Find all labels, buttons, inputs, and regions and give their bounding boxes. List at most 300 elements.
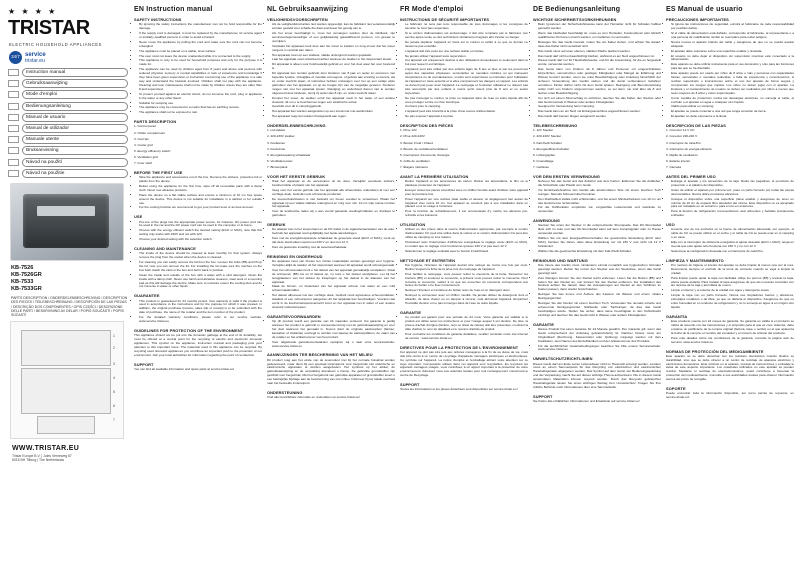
item: • This product is guaranteed for 24 months period. Your warranty is valid if the product is used in accordance to the instructions and for the purpose for which it was created. In addition, the original purchase (invoice, sales slip or receipt) is to be submitted with the date of purchase, the name of the retailer and the item number of the product. — [139, 300, 262, 316]
item: • Choose with the energy efficient switch the desired setting (ECO or MAX), note that this setting only works with 230V and not with 12V. — [139, 229, 262, 237]
diagram-label-1: 1 — [113, 333, 115, 338]
item: • Nettoyez le connecteur avec un chiffon mouillé. Ne jamais utiliser de détergents durs et abrasifs, de laine d'acier ou un tampon à récurer, cela abîmerait l'appareil. Empêchez l'humidité d'entrer et ne pas immerger dans de l'eau ou autre liquide. — [405, 294, 528, 306]
item: • Kies met de energiebesparende schakelaar de gewenste stand (ECO of MAX), merk op dat deze stand alleen werkt met 230 V en niet met 12 V. — [272, 237, 395, 245]
part-item: 5. Energiebesparing schakelaar — [267, 152, 311, 157]
item: • Geeignet für Verwendung beim Camping. — [538, 105, 661, 109]
item: • Nunca mueva el aparato tirando del cable y asegúrese de que no se pueda quedar atrapado. — [671, 41, 794, 49]
diagram-label-6: 6 — [113, 403, 115, 408]
language-row — [8, 79, 128, 88]
language-row — [8, 146, 128, 155]
heading-en-3: USE — [134, 214, 143, 220]
item: • Het apparaat moet op een stabiele, vlakke ondergrond worden geplaatst. — [272, 54, 395, 58]
heading-en-1: PARTS DESCRIPTION — [134, 119, 177, 125]
heading-nl-6: AANWIJZINGEN TER BESCHERMING VAN HET MILIEU — [267, 352, 373, 358]
item: • Das Gerät darf keinem Regen ausgesetzt werden. — [538, 115, 661, 119]
item: • Haal het apparaat en de accessoires uit de doos. Verwijder eventuele stickers, beschermfolie of plastic van het apparaat. — [272, 180, 395, 188]
list-fr-5 — [400, 316, 528, 340]
item: • For cleaning you can easily remove the lid from the box. Loosen the bolts (B5) and lift up the lid, now you can remove the lid. For installing the lid make sure the notches on the box both match the slots in the box and bolt it back in position. — [139, 261, 262, 273]
item: • Coloque el dispositivo sobre una superficie plana estable y asegúrese de tener un mínimo de 10 cm de espacio libre alrededor del mismo. Este dispositivo no es apropiado para ser instalado en un armario o para el uso en exteriores. — [671, 198, 794, 210]
heading-es-0: PRECAUCIONES IMPORTANTES — [666, 17, 729, 22]
item: • Das Gerät muss auf einer ebenen, stabilen Fläche platziert werden. — [538, 50, 661, 54]
item: • Retirer l'appareil et les accessoires du carton. Retirer les autocollants, le film ou le plastique protecteur de l'appareil. — [405, 180, 528, 188]
heading-de-1: TEILEBESCHREIBUNG — [533, 123, 578, 129]
list-es-2 — [666, 180, 794, 218]
heading-en-4: CLEANING AND MAINTENANCE — [134, 246, 196, 252]
heading-nl-5: GARANTIEVOORWAARDEN — [267, 313, 321, 319]
item: • Choose your desired setting with the selection switch. — [139, 238, 262, 242]
section-body-es — [666, 17, 794, 400]
list-nl-0 — [267, 23, 395, 119]
heading-nl-2: VOOR HET EERSTE GEBRUIK — [267, 173, 326, 179]
item: • Als de veiligheidsinstructies niet worden opgevolgd, kan de fabrikant niet verantwoordelijk worden gesteld voor schade die daar eventueel het gevolg van is. — [272, 23, 395, 31]
language-label-fr[interactable]: Mode d'emploi — [22, 90, 128, 99]
part-item: 5. Rejilla de ventilación — [666, 152, 698, 157]
item: • Het deksel alhoeveel nat van vochtige doek. Gebruik nooit agressieve schoonmiddelen, staalwol of een schuurspons aangezien dit het apparaat kan beschadigen. Voorkom dat vocht in de koelruimte/specimenlucht komt en het apparaat niet in water of een andere vloeistof onderdompelen. — [272, 294, 395, 310]
part-item: 1. Prise 12V — [400, 128, 417, 133]
heading-es-7: SOPORTE — [666, 386, 686, 392]
heading-fr-3: UTILISATION — [400, 222, 426, 228]
brand-tagline: ELECTRIC HOUSEHOLD APPLIANCES — [9, 42, 103, 47]
column-es — [666, 6, 798, 402]
column-en — [134, 6, 266, 374]
part-item: 6. Estante interior — [666, 158, 691, 163]
part-item: 1. Lid stekker — [267, 128, 286, 133]
item: • Sélectionner le réglage souhaité avec le bouton Froid/Chaud. — [405, 250, 528, 254]
diagram-body — [21, 368, 111, 414]
item: • Para la función de refrigeración recomendamos usar alimentos y bebidas previamente enfriados. — [671, 210, 794, 218]
item: • Veeg voor het eerste gebruik van het apparaat alle afneembare onderdelen af met een vochtige doek. Gebruik nooit schurende producten. — [272, 189, 395, 197]
item: • Dieses Produkt hat einen Garantie für 24 Monate gewährt. Ihre Garantie gilt, wenn das Gerät entsprechend der Anleitung gebrauchsfertig ist. Darüber hinaus muss der Originalkauf (Rechnung, Kassenzettel oder Quittung) vorgelegt werden mit dem Kaufdatum, dem Namen des Einzelhändlers und der Artikelnummer des Produkts. — [538, 328, 661, 344]
section-body-fr — [400, 17, 528, 392]
item: • Si el cable de alimentación está dañado, corresponde al fabricante, al representante o a una persona de cualificación similar su reemplazo para evitar peligros. — [671, 32, 794, 40]
item: • The inside of the device should be cleaned at least monthly for that system. Always remove the plug from the socket when the device is cleaned. — [139, 252, 262, 260]
list-de-4 — [533, 264, 661, 318]
lang-code-es: ES — [666, 6, 676, 13]
paragraph: Dieses Gerät darf am Ende seiner Lebensdauer nicht im Hausmüll entsorgt werden, sondern muss an einem Sammelpunkt für das Recycling von elektrischen und elektronischen Haushaltsgeräten abgegeben werden. Das Symbol auf dem Gerät, der Bedienungsanleitung und der Verpackung macht Sie auf dieses wichtige Thema aufmerksam. Die in diesem Gerät verwendeten Materialien können recycelt werden. Durch das Recyceln gebrauchter Haushaltsgeräte leisten Sie einen wichtigen Beitrag zum Umweltschutz. Fragen Sie Ihre örtliche Behörde nach Informationen über eine Sammelstelle. — [533, 361, 661, 389]
language-row — [8, 169, 128, 178]
heading-de-6: UMWELTSCHUTZRICHTLINIEN — [533, 356, 593, 362]
part-item: 7. Inner shelf — [134, 160, 152, 165]
model-4: KB-7533GR — [11, 285, 42, 292]
support-text: You can find all available information and spare parts at service.tristar.eu! — [134, 366, 235, 371]
part-item: 3. Cool fan — [134, 136, 149, 141]
part-item: 5. Interrupteur d'économie d'énergie — [400, 152, 450, 157]
lang-code-fr: FR — [400, 6, 410, 13]
item: • El aparato se puede conectar a una red que tenga conexión de tierra. — [671, 110, 794, 114]
item: • Place the device on a flat stable surface and ensure a minimum of 10 cm free space around the device. This device is not suitable for installation in a cabinet or for outside use. — [139, 194, 262, 206]
language-row — [8, 90, 128, 99]
list-en-5 — [134, 300, 262, 324]
item: • L'appareil doit être posé sur une surface stable et nivelée. — [405, 50, 528, 54]
part-item: 3. Kalt-/heiß Schalter — [533, 140, 562, 145]
language-label-cz[interactable]: Návod na použití — [22, 158, 128, 167]
part-item: 7. Gehäuse — [533, 164, 549, 169]
language-label-it[interactable]: Manuale utente — [22, 135, 128, 144]
item: • The user must not leave the device unattended while it is connected to the supply. — [139, 55, 262, 59]
item: • Convient pour le camping. — [405, 105, 528, 109]
item: • Den Flachtablett stabile nicht erhitzen/abs. und bei einem Mindestfreiraum von 10 cm um das Gerät herum sicherstellen. — [538, 198, 661, 206]
part-item: 4. Cooler grid — [134, 142, 153, 147]
heading-de-0: WICHTIGE SICHERHEITSVORKEHRUNGEN — [533, 17, 617, 22]
item: • Si ignora las instrucciones de seguridad, eximirá al fabricante de toda responsabilidad por posibles daños. — [671, 23, 794, 31]
language-row — [8, 68, 128, 77]
list-de-3 — [533, 224, 661, 253]
part-item: 4. Bouton de ventilateur/ventilateur — [400, 146, 448, 151]
item: • Poser l'appareil sur une surface plate stable et assurer un dégagement tout autour de l'appareil d'au moins 10 cm. Cet appareil ne convient pas à une installation dans un placard ou à un usage à l'extérieur. — [405, 198, 528, 210]
parts-diagram — [10, 321, 124, 439]
item: • Reinigen Sie den Deckel mit einem feuchten Tuch. Verwenden Sie niemals scharfe und scheuernde Reinigungsmittel, Stahlwolle oder Topfreiniger, da dies das Gerät beschädigen würde. Stellen Sie sicher, dass keine Feuchtigkeit in den Kühlschacht eindringt und tauchen Sie das Gerät nicht in Wasser oder andere Flüssigkeiten. — [538, 302, 661, 318]
item: • Antes de utilizar el aparato por primera vez, pase un paño húmedo por todas las piezas desmontables. Nunca utilice productos abrasivos. — [671, 189, 794, 197]
list-en-3 — [134, 221, 262, 243]
heading-fr-6: DIRECTIVES POUR LA PROTECTION DE L'ENVIRONNEMENT — [400, 344, 519, 350]
item: • Para limpiar puede quitar la tapa con facilidad. Afloje los pernos (B5) y levante la tapa, ahora puede quitarla. Para instalar la tapa asegúrese de que las muescas coinciden con las ranuras de la caja y atorníllela de nuevo. — [671, 277, 794, 289]
item: • Op dit product wordt een garantie van 24 maanden verleend. Uw garantie is geldig wanneer het product is gebruikt in overeenstemming met de gebruiksaanwijzing en voor het doel waarvoor het gemaakt is. Tevens dient de originele aankoopbon (factuur, kassabon of kwitantie) overlegd te worden met daarop de aankoopdatum, de naam van de retailer en het artikelnummer van het product. — [272, 320, 395, 340]
part-item: 3. Koelkamer — [267, 140, 286, 145]
parts-description-note: PARTS DESCRIPTION / ONDERDELENBESCHRIJVING / DESCRIPTION DES PIECES / TEILEBESCHREIBUNG / DESCRIPCIÓN DE LAS PIEZAS / DESCRIÇÃO DOS COMPONENTES / OPIS CZĘŚCI / DESCRIZIONE DELLE PARTI / BESKRIVNING AV DELAR / POPIS SOUČÁSTÍ / POPIS SÚČASTÍ — [11, 295, 128, 318]
list-en-4 — [134, 252, 262, 289]
item: • Voor uitgebreide garantievoorwaarden verwijzen wij u naar onze servicewebsite: www.service.tristar.eu — [272, 341, 395, 349]
model-2: KB-7526GR — [11, 271, 42, 278]
brand-stars: ★ ★ ★ ★ — [8, 7, 58, 16]
part-item: 6. Ventilatierooster — [267, 158, 293, 163]
flag-icon-se — [8, 147, 19, 154]
flag-icon-fr — [8, 91, 19, 98]
diagram-label-7: 7 — [113, 417, 115, 422]
item: • Verplaats het apparaat nooit door aan het snoer te trekken en zorg ervoor dat het snoer nergens in verstrikt kan raken. — [272, 45, 395, 53]
language-row — [8, 135, 128, 144]
heading-es-1: DESCRIPCIÓN DE LAS PIEZAS — [666, 123, 727, 129]
item: • Um sich vor einem Stromschlag zu schützen, tauchen Sie das Kabel, den Stecker oder das Gerät niemals in Wasser oder andere Flüssigkeiten. — [538, 97, 661, 105]
item: • Put one of the plugs into the appropriate power source, for instance, DC power cord can be used in the car and the DC power cord can be used in the computer or at home. — [139, 221, 262, 229]
heading-de-7: SUPPORT — [533, 393, 553, 399]
list-nl-5 — [267, 320, 395, 348]
heading-es-3: USO — [666, 222, 675, 228]
item: • Elija con el interruptor de eficiencia energética el ajuste deseado (ECO o MAX); tenga en cuenta que este ajuste sólo funciona con 230 V y no con 12 V. — [671, 241, 794, 249]
item: • Choisissez avec l'interrupteur d'efficience énergétique le réglage voulu (ECO ou MAX), en notant que ce réglage n'est fonctionnel qu'avec 230 V et pas avec 12 V. — [405, 241, 528, 249]
item: • The appliance must be placed on a stable, level surface. — [139, 50, 262, 54]
flag-icon-nl — [8, 80, 19, 87]
item: • Voor de koelfunctie raden wij u aan vooraf gekoelde voeding/middelen en drankjes te gebruiken. — [272, 210, 395, 218]
column-title-es — [666, 6, 794, 13]
part-item: 7. Étagère intérieure — [400, 164, 429, 169]
support-text: Sie finden alle erhältlichen Informationen und Ersatzteile auf service.tristar.eu! — [533, 399, 640, 404]
list-de-0 — [533, 23, 661, 119]
item: • L'appareil peut être utilisé par des enfants âgés de 8 ans et plus et par les personnes ayant des capacités physiques, sensorielles ou mentales réduites ou qui manquent d'expérience ou de connaissances, si elles sont supervisées ou instruites pour l'utilisation de l'appareil en toute sécurité et si elles comprennent les dangers en rapport. Les enfants ne doivent pas jouer avec l'appareil. Le nettoyage et l'entretien utilisateur ne doivent pas être accomplis par des enfants à moins qu'ils soient plus de 8 ans et ne soient supervisés. — [405, 68, 528, 95]
heading-fr-4: NETTOYAGE ET ENTRETIEN — [400, 257, 456, 263]
item: • Als het snoer beschadigd is, moet het vervangen worden door de fabrikant, zijn servicevertegenwoordiger of een gelijkwaardig gekwalificeerd persoon, om gevaar te vermijden. — [272, 32, 395, 44]
heading-en-6: GUIDELINES FOR PROTECTION OF THE ENVIRONMENT — [134, 328, 244, 333]
item: • Utilisez un des prises dans la source d'alimentation appropriée, par exemple le cordon d'alimentation CC peut être utilisé dans la voiture et le cordon d'alimentation CA peut être utilisé au camping ou à la maison. — [405, 228, 528, 240]
heading-de-5: GARANTIE — [533, 321, 555, 327]
language-label-nl[interactable]: Gebruiksaanwijzing — [22, 79, 128, 88]
item: • The appliance can be used by children aged from 8 years and above and persons with reduced physical, sensory or mental capabilities or lack of experience and knowledge if they have been given supervision or instruction concerning use of the appliance in a safe way and understand the hazards involved. Children shall not play with the appliance. Cleaning and user maintenance shall not be made by children unless they are older than 8 and supervised. — [139, 68, 262, 91]
heading-es-5: GARANTÍA — [666, 313, 688, 319]
flag-icon-pt — [8, 125, 19, 132]
section-body-nl — [267, 17, 395, 400]
item: • Geschikt voor dit in campinggebruik. — [272, 105, 395, 109]
item: • Extraiga el aparato y los accesorios de la caja. Retire las pegatinas, el envoltorio de protección o el plástico del dispositivo. — [671, 180, 794, 188]
heading-en-0: SAFETY INSTRUCTIONS — [134, 17, 182, 22]
item: • Ce produit est garanti pour une période de 24 mois. Votre garantie est valable si le produit est utilisé selon les instructions et pour l'usage auquel il est destiné. De plus, la preuve d'achat d'origine (facture, reçu ou ticket de caisse) doit être présentée, montrant la date d'achat, le nom du détaillant et le numéro d'article du produit. — [405, 316, 528, 332]
item: • For the cooling function we recommend to get your product level or as best as level. — [139, 206, 262, 210]
flag-icon-it — [8, 136, 19, 143]
service-text — [25, 52, 46, 64]
heading-fr-2: AVANT LA PREMIÈRE UTILISATION — [400, 173, 469, 179]
paragraph: This appliance should not be put into the domestic garbage at the end of its durability, but must be offered at a central point for the recycling of electric and electronic domestic appliances. This symbol on the appliance, instruction manual and packaging puts your attention to this important issue. The materials used in this appliance can be recycled. By recycling used domestic appliances you contribute an important push to the protection of our environment. Ask your local authorities for information regarding the point of recollection. — [134, 333, 262, 357]
heading-nl-0: VEILIGHEIDSVOORSCHRIFTEN — [267, 17, 328, 22]
item: • If the supply cord is damaged, it must be replaced by the manufacturer, its service agent or similarly qualified persons in order to avoid a hazard. — [139, 32, 262, 40]
part-item: 7. Carcasa — [666, 164, 681, 169]
lang-code-nl: NL — [267, 6, 277, 13]
column-de — [533, 6, 665, 406]
part-item: 2. Conector 220-240 V — [666, 134, 698, 139]
item: • Pour connaître les conditions de garantie détaillées, veuillez consulter notre site Internet de service : www.service.tristar.eu — [405, 333, 528, 341]
service-label: service — [25, 51, 46, 58]
part-item: 1. Conector 12 V CC — [666, 128, 695, 133]
part-item: 4. Koelruimte — [267, 146, 286, 151]
heading-en-5: GUARANTEE — [134, 293, 160, 299]
item: • Bewegen Sie das Gerät niemals, indem Sie am Kabel ziehen, und achten Sie darauf, dass das Kabel nicht verwickelt wird. — [538, 41, 661, 49]
item: • Kies uw gewenste instelling met de selectieschakelaar. — [272, 246, 395, 250]
item: • Dit apparaat is alleen voor huishoudelijk gebruik en voor het doel waar het voor bestemd is. — [272, 63, 395, 71]
item: • Para más detalles sobre las condiciones de la garantía, consulte la página web de servicio: www.service.tristar.eu — [671, 337, 794, 345]
column-title-de — [533, 6, 661, 13]
part-item: 1. Control panel — [134, 124, 156, 129]
model-1: KB-7526 — [11, 264, 34, 271]
language-label-sk[interactable]: Návod na použitie — [22, 169, 128, 178]
flag-icon-de — [8, 103, 19, 110]
language-label-de[interactable]: Bedienungsanleitung — [22, 102, 128, 111]
item: • Never move the appliance by pulling the cord and make sure the cord can not become entangled. — [139, 41, 262, 49]
item: • Dit apparaat kan worden gebruikt door kinderen van 8 jaar en ouder en personen met beperkte fysieke, zintuiglijke of mentale vermogens, of gebrek aan ervaring en kennis, als ze onder toezicht staan, of instructies hebben ontvangen over het op een veilige wijze gebruiken van het apparaat, en op de hoogte zijn van de mogelijke gevaren. Kinderen mogen niet met het apparaat spelen. Reiniging en onderhoud dienen niet te worden uitgevoerd door kinderen, tenzij zij ouder dan 8 zijn, en onder toezicht staan. — [272, 72, 395, 95]
part-item: 4. Energieeffizienzschalter — [533, 146, 570, 151]
heading-nl-1: ONDERDELENBESCHRIJVING — [267, 123, 326, 129]
model-3: KB-7533 — [11, 278, 34, 285]
diagram-label-2: 2 — [113, 345, 115, 350]
diagram-label-4: 4 — [113, 375, 115, 380]
paragraph: Dit product mag aan het einde van de levensduur niet bij het normale huisafval worden gedeponeerd, maar dient bij een speciaal inzamelpunt voor hergebruik van elektrische en elektronische apparaten te worden aangeboden. Het symbool op het artikel, de gebruiksaanwijzing en de verpakking attendeert u hierop. De gebruikte grondstoffen zijn geschikt voor hergebruik. Met het hergebruik van gebruikte apparaten of grondstoffen levert u een belangrijke bijdrage aan de bescherming van ons milieu. Informeer bij uw lokale overheid naar het bedoelde inzamelpunt. — [267, 357, 395, 386]
lang-code-en: EN — [134, 6, 145, 13]
language-row — [8, 124, 128, 133]
item: • Beim Ignorieren der Sicherheitshinweise kann der Hersteller nicht für Schäden haftbar gemacht werden. — [538, 23, 661, 31]
item: • Essuyer toutes les pièces amovibles avec un chiffon humide avant d'utiliser votre appareil pour la première fois. — [405, 189, 528, 197]
language-label-pt[interactable]: Manual de utilizador — [22, 124, 128, 133]
item: • Laat het apparaat nooit onbeheerd achter wanneer de stekker in het stopcontact steekt. — [272, 58, 395, 62]
part-item: 5. Lüftungsgitter — [533, 152, 556, 157]
list-es-5 — [666, 320, 794, 344]
product-photo — [10, 183, 124, 261]
item: • Válido para utilizar en camping. — [671, 105, 794, 109]
item: • Het apparaat mag niet worden blootgesteld aan regen. — [272, 115, 395, 119]
item: • El aparato no debe exponerse a la lluvia. — [671, 115, 794, 119]
service-url: tristar.eu — [25, 57, 45, 64]
item: • Como medida de protección contra las descargas eléctricas, no sumerja el cable, el enchufe o el aparato en agua o cualquier otro líquido. — [671, 97, 794, 105]
brand-column — [0, 0, 132, 566]
service-24-7-icon: 24/7 — [9, 51, 22, 64]
brand-logo: TRISTAR — [8, 17, 90, 39]
item: • Das Innere des Geräts muss mindestens einmal monatlich aus hygienischen Gründen gereinigt werden. Ziehen Sie immer den Stecker aus der Steckdose, wenn das Gerät gereinigt wird. — [538, 264, 661, 276]
part-item: 1. 12V Stecker — [533, 128, 554, 133]
item: • Het apparaat kan worden aangesloten op een stroomnet met aardcontact. — [272, 110, 395, 114]
list-de-5 — [533, 328, 661, 352]
item: • Nehmen Sie das Gerät und das Zubehör aus dem Karton. Entfernen Sie die Aufkleber, die Schutzfolie oder Plastik vom Gerät. — [538, 180, 661, 188]
item: • Por motivos de higiene el interior del aparato se debe limpiar al menos una vez al mes. Desconecte siempre el enchufe de la toma de corriente cuando se vaya a limpiar la unidad. — [671, 264, 794, 276]
part-item: 2. 220-230V stekker — [267, 134, 295, 139]
heading-es-4: LIMPIEZA Y MANTENIMIENTO — [666, 257, 724, 263]
item: • Ne jamais déplacer l'appareil en tirant sur le cordon et veiller à ce que ce dernier ne devienne pas entortillé. — [405, 41, 528, 49]
lang-title-de: Bedienungsanleitung — [545, 6, 621, 13]
language-label-es[interactable]: Manual de usuario — [22, 113, 128, 122]
column-title-nl — [267, 6, 395, 13]
part-item: 2. Chiller compartment — [134, 130, 166, 135]
list-fr-4 — [400, 264, 528, 306]
item: • Voor het schoonmaken kunt u het deksel van het apparaat gemakkelijk verwijderen. Draai de schroeven (B5) los en til deksel op, nu kunt u het deksel verwijderen. Let bij het terugplaatsen van het deksel de inkepingen op het deksel in de klauwen van het apparaat. — [272, 269, 395, 285]
list-fr-0 — [400, 23, 528, 119]
item: • Este producto cuenta con 24 meses de garantía. Su garantía es válida si el producto se utiliza de acuerdo con las instrucciones y el propósito para el que se creó. Además, debe enviarse un justificante de la compra original (factura, tique o recibo) en el que aparezca la fecha de la compra, el nombre del vendedor y el número de artículo del producto. — [671, 320, 794, 336]
list-de-2 — [533, 180, 661, 214]
language-row — [8, 102, 128, 111]
flag-icon-en — [8, 69, 19, 76]
item: • Par hygiène, l'intérieur de l'appareil devrait être nettoyé au moins une fois par mois. Retirez toujours la fiche de la prise lors du nettoyage de l'appareil. — [405, 264, 528, 272]
diagram-label-5: 5 — [113, 389, 115, 394]
heading-en-7: SUPPORT — [134, 361, 154, 367]
item: • Si le cordon d'alimentation est endommagé, il doit être remplacé par le fabricant, son service après-vente ou des techniciens similairement agréés afin d'éviter un danger. — [405, 32, 528, 40]
item: • Take the appliance and accessories out of the box. Remove the stickers, protective foil or plastic from the device. — [139, 176, 262, 184]
item: • Wählen Sie mit dem Energieeffizienzschalter die gewünschte Einstellung (ECO oder MAX). Denken Sie daran, dass diese Einstellung nur mit 230 V und nicht mit 12 V funktioniert. — [538, 237, 661, 249]
item: • El aparato debe colocarse sobre una superficie estable y nivelada. — [671, 50, 794, 54]
item: • Pour la fonction de refroidissement, il est recommandé d'y mettre les aliments pré-refroidis et les boissons. — [405, 210, 528, 218]
item: • Conecte uno de los enchufes en la fuente de alimentación adecuada, por ejemplo, el cable de CC se puede utilizar en el coche y el cable de CA se puede usar en el camping o en casa. — [671, 228, 794, 240]
item: • By ignoring the safety instructions the manufacturer can not be hold responsible for the damage. — [139, 23, 262, 31]
item: • Ne pas immerger le cordon, la prise ou l'appareil dans de l'eau ou autre liquide afin de vous protéger contre un choc électrique. — [405, 97, 528, 105]
item: • Este aparato se debe utilizar únicamente para el uso doméstico y sólo para las funciones para las que se ha diseñado. — [671, 63, 794, 71]
heading-fr-0: INSTRUCTIONS DE SÉCURITÉ IMPORTANTES — [400, 17, 490, 22]
section-body-de — [533, 17, 661, 404]
heading-nl-4: REINIGING EN ONDERHOUD — [267, 253, 323, 259]
column-fr — [400, 6, 532, 394]
website-link[interactable]: WWW.TRISTAR.EU — [12, 444, 80, 452]
flag-icon-sk — [8, 170, 19, 177]
item: • Das Gerät kann an ein Netz mit Erdungsanschluss angeschlossen werden. — [538, 110, 661, 114]
heading-es-6: NORMAS DE PROTECCIÓN DEL MEDIOAMBIENTE — [666, 348, 764, 354]
item: • Suitable for camping use. — [139, 102, 262, 106]
list-es-3 — [666, 228, 794, 253]
list-nl-4 — [267, 260, 395, 310]
item: • Seleccione la configuración deseada con el interruptor de calor/frío. — [671, 250, 794, 254]
support-text: Puede encontrar toda la información disponible, así como piezas de repuesto, en service.tristar.eu! — [666, 391, 794, 400]
language-label-en[interactable]: Instruction manual — [22, 68, 128, 77]
item: • To protect yourself against an electric shock, do not immerse the cord, plug or appliance in the water or any other liquid. — [139, 93, 262, 101]
item: • Limpie la tapa con un paño húmedo. Nunca use limpiadores fuertes y abrasivos, estropajos metálicos o de fibra, ya que se dañaría el dispositivo. Asegúrese de que no entre humedad en el conducto de refrigeración y no lo sumerja en agua ni en ningún otro líquido. — [671, 294, 794, 310]
part-item: 6. Grille de ventilation — [400, 158, 430, 163]
item: • De apparaat moet van binnen ten minste maandelijks worden gereinigd voor hygiëne. Verwijder altijd de stekker uit het stopcontact wanneer dit apparaat wordt schoongemaakt. — [272, 260, 395, 268]
part-item: 2. 220-240V Stecker — [533, 134, 562, 139]
item: • Stecken Sie einen der Stecker in die entsprechende Stromquelle. Das DC-Stromkabel lässt sich im Auto und das AC-Stromkabel kann auf dem Campingplatz oder zu Hause verwendet werden. — [538, 224, 661, 236]
lang-title-fr: Mode d'emploi — [411, 6, 464, 13]
item: • Pour faciliter le nettoyage, vous pouvez retirer le couvercle de la boîte. Desserrez les boulons (B5) et soulevez le couvercle, à présent vous pouvez retirer le couvercle. Pour remettre le couvercle, veillez à ce que les encoches du couvercle correspondent aux fentes du boîtier et le fixer correctement. — [405, 273, 528, 289]
flag-icon-es — [8, 114, 19, 121]
item: • Este aparato puede ser usado por niños de 8 años o más y personas con capacidades físicas, sensoriales o mentales reducidas, o falta de experiencia y conocimientos, si reciben supervisión o instrucciones sobre el uso del aparato de forma segura y comprenden los riesgos que implica. Los niños no deben jugar con el aparato. La limpieza y el mantenimiento de usuario no deben ser realizados por niños a menos que sean mayores de 8 años y estén supervisados. — [671, 72, 794, 95]
item: • Clean the inside and outside of the box with a water with a mild detergent. Clean the inside with a damp cloth. Never use harsh and abrasive cleaners, steel wool or a scouring pad as this will damage the device. Make sure to moisture enters the cooling duct and do not immerse in water or other liquid. — [139, 274, 262, 290]
part-item: 5. Energy efficiency switch — [134, 148, 171, 153]
heading-fr-5: GARANTIE — [400, 310, 422, 315]
heading-es-2: ANTES DEL PRIMER USO — [666, 173, 716, 179]
list-en-0 — [134, 23, 262, 115]
part-item: 3. Bouton Froid / Chaud — [400, 140, 433, 145]
service-badge-block — [9, 51, 128, 64]
item: • Wählen Sie die gewünschte Einstellung mit dem Kalt-/Heiß-Schalter. — [538, 250, 661, 254]
support-text: Toutes les informations et les pièces détachées sont disponibles sur service.tristar.eu ! — [400, 387, 519, 392]
lang-title-es: Manual de usuario — [677, 6, 743, 13]
heading-en-2: BEFORE THE FIRST USE — [134, 169, 183, 175]
column-nl — [267, 6, 399, 402]
language-row — [8, 158, 128, 167]
item: • The appliance may be connected to a mains that has an earthing receive. — [139, 106, 262, 110]
list-nl-2 — [267, 180, 395, 218]
company-address-line-2: 5015 BH Tilburg | The Netherlands — [12, 458, 65, 463]
item: • Maak de binnen- en buitenkant van het apparaat schoon met water en een mild schoonmaakmiddel. — [272, 285, 395, 293]
language-label-se[interactable]: Bruksanvisning — [22, 146, 128, 155]
language-row — [8, 113, 128, 122]
item: • Ne pas exposer l'appareil à la pluie. — [405, 115, 528, 119]
item: • Cet appareil est uniquement destiné à des utilisations domestiques et seulement dans le but pour lequel il est fabriqué. — [405, 59, 528, 67]
item: • Before using the appliance for the first time, wipe off all removable parts with a damp cloth. Never use abrasive products. — [139, 185, 262, 193]
flag-icon-cz — [8, 159, 19, 166]
heading-fr-7: SUPPORT — [400, 382, 420, 388]
paragraph: Este aparato no se debe desechar con los residuos domésticos cuando finalice su durabilidad, sino que se debe ofrecer a un centro de reciclaje de aparatos eléctricos y electrónicos domésticos. Este símbolo en el aparato, manual de instrucciones y embalaje le avisa de este aspecto importante. Los materiales utilizados en este aparato se pueden reciclar. Mediante el reciclaje de electrodomésticos, usted contribuye a fomentar la protección del medioambiente. Consulte a sus autoridades locales para obtener información acerca del punto de recogida. — [666, 353, 794, 382]
diagram-label-3: 3 — [113, 361, 115, 366]
part-item: 4. Interruptor de energía eficiente — [666, 146, 712, 151]
column-title-en — [134, 6, 262, 13]
list-nl-3 — [267, 228, 395, 250]
item: • Das Gerät darf nicht unbeaufsichtigt bleiben, während es am Netz angeschlossen ist. — [538, 55, 661, 59]
diagram-control-panel — [37, 416, 95, 434]
list-fr-3 — [400, 228, 528, 253]
item: • De toevoerbuis/stoelen is niet bedoeld om boven voedsel te verwarmen. Plaats het apparaat op een vlakke stabiele ondergrond en zorg voor min. 10 cm vrije ruimte rondom het apparaat. — [272, 198, 395, 210]
item: • El usuario no debe dejar el dispositivo sin supervisión mientras esté conectado a la alimentación. — [671, 55, 794, 63]
item: • Reinigen Sie das Innere und Äußere des Kastens mit Wasser und einem milden Reinigungsmittel. — [538, 293, 661, 301]
diagram-lid — [21, 330, 111, 366]
item: • Dieses Gerät darf nur für Haushaltszwecke, und für die Anwendung, für die es hergestellt wurde, verwendet werden. — [538, 59, 661, 67]
heading-de-2: VOR DEM ERSTEN VERWENDUNG — [533, 173, 601, 179]
heading-fr-1: DESCRIPTION DES PIÈCES — [400, 123, 454, 129]
item: • This appliance is only to be used for household purposes and only for the purpose it is made for. — [139, 59, 262, 67]
heading-de-3: ANWENDUNG — [533, 218, 561, 224]
paragraph: Cet appareil ne doit pas être jeté aux ordures ménagères à la fin de sa durée de vie, mais doit être rendu à un centre de recyclage d'appareils ménagers électriques et électroniques. Ce symbole sur l'appareil, La notice d'emploi et l'emballage attirent votre attention sur ce sujet important. Composants utilisés dans cet appareil sont recyclables. En recyclant les appareils ménagers usagés, vous contribuez à un apport important à la protection de notre environnement. Adressez vous aux autorités locales pour tout renseignement concernant le centre de Recyclage. — [400, 349, 528, 378]
part-item: 6. Innenablage — [533, 158, 554, 163]
list-en-2 — [134, 176, 262, 210]
item: • Nettoyer l'intérieur et l'extérieur du boîtier avec de l'eau et un détergent doux. — [405, 289, 528, 293]
support-text: Vind alle beschikbare informatie en onderdelen op service.tristar.eu! — [267, 395, 360, 400]
item: • Le fabricant ne sera pas tenu responsable de tous dommages si les consignes de sécurité ne sont pas respectées. — [405, 23, 528, 31]
item: • Limpie el interior y el exterior de la unidad con agua y detergente suave. — [671, 289, 794, 293]
lang-title-nl: Gebruiksaanwijzing — [278, 6, 349, 13]
lang-title-en: Instruction manual — [146, 6, 213, 13]
part-item: 6. Ventilation grid — [134, 154, 158, 159]
company-address-line-1: Tristar Europe B.V. | Jules Verneweg 87 — [12, 453, 72, 458]
item: • L'appareil peut être branché à la prise d'une source d'alimentation. — [405, 110, 528, 114]
lang-code-de: DE — [533, 6, 544, 13]
language-index — [8, 68, 128, 178]
item: • For the detailed warranty conditions, please refer to our service website: www.service.tristar.eu — [139, 316, 262, 324]
item: • Ne jamais utiliser l'appareil sans supervision. — [405, 55, 528, 59]
part-item: 7. Binnenplank — [267, 164, 288, 169]
item: • Vor Erstinbetriebnahme des Geräts alle abnehmbaren Teile mit einem feuchten Tuch reinigen. Niemals Scheuermittel benutzen. — [538, 189, 661, 197]
item: • Für die ausführlichen Garantiebedingungen beachten Sie bitte unsere Servicewebsite: www.service.tristar.eu — [538, 345, 661, 353]
item: • Das Gerät kann von Kindern ab 8 Jahren und Personen mit eingeschränkten körperlichen, sensorischen oder geistigen Fähigkeiten oder Mangel an Erfahrung und Wissen benutzt werden, wenn sie unter Beaufsichtigung oder Anleitung hinsichtlich der sicheren Verwendung des Geräts stehen und die damit verbundenen Gefahren verstehen. Kinder dürfen nicht mit dem Gerät spielen. Reinigung und Benutzerwartung sollen nicht von Kindern vorgenommen werden, es sei denn, sie sind älter als 8 und stehen unter Beaufsichtigung. — [538, 68, 661, 95]
model-list — [11, 265, 128, 293]
item: • Wenn das Netzkabel beschädigt ist, muss es vom Hersteller, Kundendienst oder ähnlich qualifizierten Personen ersetzt werden, um Gefahren zu vermeiden. — [538, 32, 661, 40]
